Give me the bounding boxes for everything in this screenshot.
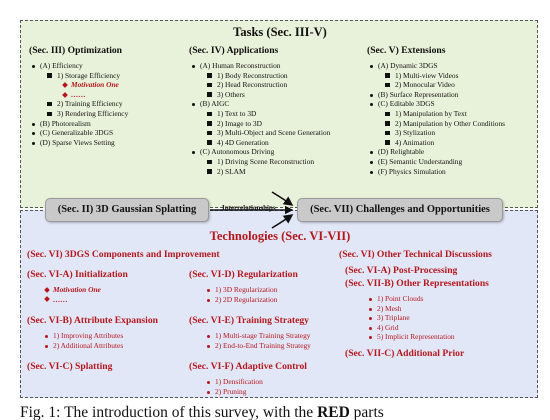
splatting-heading: (Sec. VI-C) Splatting: [27, 361, 113, 372]
list-item: 1) 3D Regularization: [189, 285, 298, 295]
list-item: 1) Improving Attributes: [27, 331, 158, 341]
list-item: (C) Autonomous Driving: [189, 147, 330, 157]
list-item: (B) Surface Representation: [367, 90, 505, 100]
applications-heading: (Sec. IV) Applications: [189, 45, 279, 56]
motivation-one-item: Motivation One: [29, 80, 128, 90]
gaussian-splatting-box: (Sec. II) 3D Gaussian Splatting: [45, 198, 209, 222]
challenges-box: (Sec. VII) Challenges and Opportunities: [297, 198, 503, 222]
list-item: 4) 4D Generation: [189, 138, 330, 148]
additional-prior-heading: (Sec. VII-C) Additional Prior: [345, 347, 465, 359]
list-item: 2) SLAM: [189, 167, 330, 177]
other-discussions-heading: (Sec. VI) Other Technical Discussions: [339, 249, 492, 260]
list-item: (E) Semantic Understanding: [367, 157, 505, 167]
list-item: 2) Mesh: [351, 304, 492, 314]
list-item: 1) Densification: [189, 377, 307, 387]
list-item: 1) Point Clouds: [351, 294, 492, 304]
list-item: (F) Physics Simulation: [367, 167, 505, 177]
motivation-one-item: Motivation One: [27, 285, 128, 295]
list-item: 2) Pruning: [189, 387, 307, 397]
list-item: 4) Grid: [351, 323, 492, 333]
extensions-heading: (Sec. V) Extensions: [367, 45, 446, 56]
list-item: 1) Driving Scene Reconstruction: [189, 157, 330, 167]
training-strategy-heading: (Sec. VI-E) Training Strategy: [189, 315, 309, 326]
list-item: (C) Generalizable 3DGS: [29, 128, 128, 138]
list-item: (B) Photorealism: [29, 119, 128, 129]
list-item: 1) Manipulation by Text: [367, 109, 505, 119]
list-item: (C) Editable 3DGS: [367, 99, 505, 109]
regularization-heading: (Sec. VI-D) Regularization: [189, 269, 298, 280]
post-processing-heading: (Sec. VI-A) Post-Processing: [345, 265, 458, 276]
list-item: 2) Monocular Video: [367, 80, 505, 90]
list-item: 2) 2D Regularization: [189, 295, 298, 305]
caption-highlight: RED: [317, 404, 350, 420]
list-item: 2) End-to-End Training Strategy: [189, 341, 311, 351]
initialization-heading: (Sec. VI-A) Initialization: [27, 269, 128, 280]
list-item: (D) Sparse Views Setting: [29, 138, 128, 148]
list-item: (A) Human Reconstruction: [189, 61, 330, 71]
ellipsis-item: ……: [29, 90, 128, 100]
list-item: 3) Triplane: [351, 313, 492, 323]
list-item: 5) Implicit Representation: [351, 332, 492, 342]
tasks-title: Tasks (Sec. III-V): [233, 25, 327, 39]
list-item: (D) Relightable: [367, 147, 505, 157]
list-item: 1) Body Reconstruction: [189, 71, 330, 81]
list-item: 3) Rendering Efficiency: [29, 109, 128, 119]
other-representations-heading: (Sec. VII-B) Other Representations: [345, 278, 489, 289]
list-item: (B) AIGC: [189, 99, 330, 109]
list-item: 3) Stylization: [367, 128, 505, 138]
list-item: 2) Training Efficiency: [29, 99, 128, 109]
list-item: 2) Head Reconstruction: [189, 80, 330, 90]
list-item: 1) Storage Efficiency: [29, 71, 128, 81]
list-item: 2) Image to 3D: [189, 119, 330, 129]
list-item: 3) Others: [189, 90, 330, 100]
list-item: 1) Text to 3D: [189, 109, 330, 119]
list-item: 1) Multi-stage Training Strategy: [189, 331, 311, 341]
interrelationships-label: Interrelationships: [222, 204, 276, 212]
tasks-to-challenges-arrow: [272, 192, 292, 205]
figure-caption: [20, 404, 384, 420]
list-item: 4) Animation: [367, 138, 505, 148]
attribute-expansion-heading: (Sec. VI-B) Attribute Expansion: [27, 315, 158, 326]
list-item: 3) Multi-Object and Scene Generation: [189, 128, 330, 138]
list-item: (A) Dynamic 3DGS: [367, 61, 505, 71]
list-item: 2) Additional Attributes: [27, 341, 158, 351]
list-item: (A) Efficiency: [29, 61, 128, 71]
caption-suffix: parts: [349, 404, 384, 420]
list-item: 1) Multi-view Videos: [367, 71, 505, 81]
caption-prefix: Fig. 1: The introduction of this survey, with the: [20, 404, 318, 420]
ellipsis-item: ……: [27, 295, 128, 305]
tech-to-challenges-arrow: [272, 215, 292, 228]
optimization-heading: (Sec. III) Optimization: [29, 45, 123, 56]
technologies-title: Technologies (Sec. VI-VII): [209, 229, 351, 243]
adaptive-control-heading: (Sec. VI-F) Adaptive Control: [189, 361, 307, 372]
list-item: 2) Manipulation by Other Conditions: [367, 119, 505, 129]
components-heading: (Sec. VI) 3DGS Components and Improvement: [27, 249, 220, 260]
